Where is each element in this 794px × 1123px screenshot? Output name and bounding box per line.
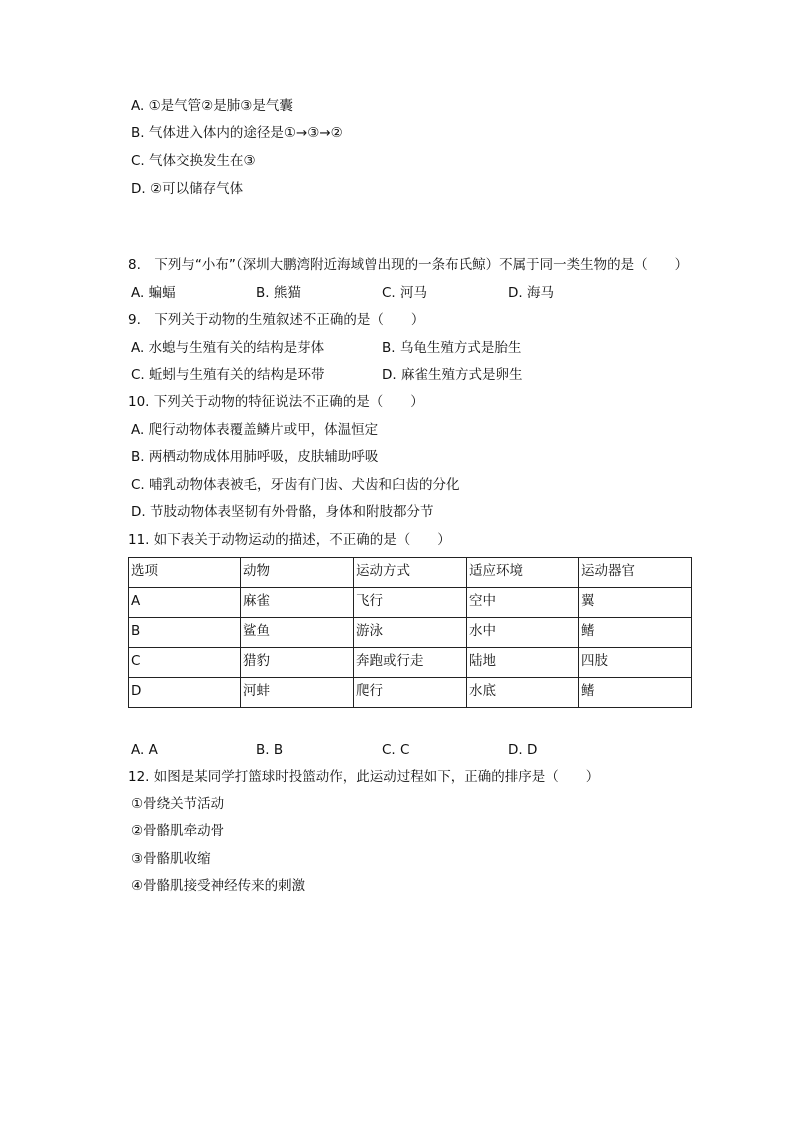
q7-option-c: C. 气体交换发生在③ bbox=[131, 153, 256, 169]
q10-option-b: B. 两栖动物成体用肺呼吸，皮肤辅助呼吸 bbox=[131, 449, 379, 465]
q10-stem: 10. 下列关于动物的特征说法不正确的是（ ） bbox=[128, 394, 424, 410]
q8-stem: 8. 下列与“小布”（深圳大鹏湾附近海域曾出现的一条布氏鲸）不属于同一类生物的是（ ） bbox=[128, 257, 689, 273]
table-cell: 陆地 bbox=[467, 648, 579, 678]
q11-option-a: A. A bbox=[131, 742, 158, 758]
q8-option-b: B. 熊猫 bbox=[256, 285, 301, 301]
table-cell: C bbox=[129, 648, 241, 678]
q9-option-b: B. 乌龟生殖方式是胎生 bbox=[382, 340, 522, 356]
table-cell: D bbox=[129, 678, 241, 708]
table-cell: 游泳 bbox=[354, 618, 467, 648]
table-cell: A bbox=[129, 588, 241, 618]
table-cell: 四肢 bbox=[579, 648, 692, 678]
table-header-row bbox=[129, 558, 692, 588]
q11-option-c: C. C bbox=[382, 742, 410, 758]
table-header-cell: 运动器官 bbox=[579, 558, 692, 588]
q7-option-b: B. 气体进入体内的途径是①→③→② bbox=[131, 125, 343, 141]
q12-stem: 12. 如图是某同学打篮球时投篮动作，此运动过程如下，正确的排序是（ ） bbox=[128, 769, 600, 785]
q9-option-d: D. 麻雀生殖方式是卵生 bbox=[382, 367, 523, 383]
table-cell: 鲨鱼 bbox=[241, 618, 354, 648]
q8-option-d: D. 海马 bbox=[508, 285, 554, 301]
q7-option-a: A. ①是气管②是肺③是气囊 bbox=[131, 98, 293, 114]
q8-option-a: A. 蝙蝠 bbox=[131, 285, 176, 301]
table-cell: 鳍 bbox=[579, 618, 692, 648]
table-header-cell: 适应环境 bbox=[467, 558, 579, 588]
q11-stem: 11. 如下表关于动物运动的描述，不正确的是（ ） bbox=[128, 532, 451, 548]
table-cell: 河蚌 bbox=[241, 678, 354, 708]
q10-option-c: C. 哺乳动物体表被毛，牙齿有门齿、犬齿和臼齿的分化 bbox=[131, 477, 460, 493]
q11-option-b: B. B bbox=[256, 742, 284, 758]
table-cell: 水底 bbox=[467, 678, 579, 708]
table-cell: 猎豹 bbox=[241, 648, 354, 678]
table-cell: 爬行 bbox=[354, 678, 467, 708]
q11-table bbox=[128, 557, 692, 708]
table-cell: 鳍 bbox=[579, 678, 692, 708]
table-row bbox=[129, 678, 692, 708]
table-cell: B bbox=[129, 618, 241, 648]
table-cell: 空中 bbox=[467, 588, 579, 618]
q10-option-a: A. 爬行动物体表覆盖鳞片或甲，体温恒定 bbox=[131, 422, 379, 438]
table-cell: 水中 bbox=[467, 618, 579, 648]
table-header-cell: 运动方式 bbox=[354, 558, 467, 588]
q12-step-4: ④骨骼肌接受神经传来的刺激 bbox=[131, 878, 306, 894]
q10-option-d: D. 节肢动物体表坚韧有外骨骼，身体和附肢都分节 bbox=[131, 504, 434, 520]
q9-option-a: A. 水螅与生殖有关的结构是芽体 bbox=[131, 340, 325, 356]
table-row bbox=[129, 588, 692, 618]
table-cell: 翼 bbox=[579, 588, 692, 618]
q12-step-3: ③骨骼肌收缩 bbox=[131, 851, 211, 867]
q9-stem: 9. 下列关于动物的生殖叙述不正确的是（ ） bbox=[128, 312, 425, 328]
q7-option-d: D. ②可以储存气体 bbox=[131, 181, 244, 197]
table-cell: 奔跑或行走 bbox=[354, 648, 467, 678]
q11-option-d: D. D bbox=[508, 742, 538, 758]
q9-option-c: C. 蚯蚓与生殖有关的结构是环带 bbox=[131, 367, 325, 383]
table-cell: 飞行 bbox=[354, 588, 467, 618]
q12-step-1: ①骨绕关节活动 bbox=[131, 796, 225, 812]
table-row bbox=[129, 648, 692, 678]
table-header-cell: 选项 bbox=[129, 558, 241, 588]
table-row bbox=[129, 618, 692, 648]
table-header-cell: 动物 bbox=[241, 558, 354, 588]
q12-step-2: ②骨骼肌牵动骨 bbox=[131, 823, 225, 839]
table-cell: 麻雀 bbox=[241, 588, 354, 618]
q8-option-c: C. 河马 bbox=[382, 285, 428, 301]
